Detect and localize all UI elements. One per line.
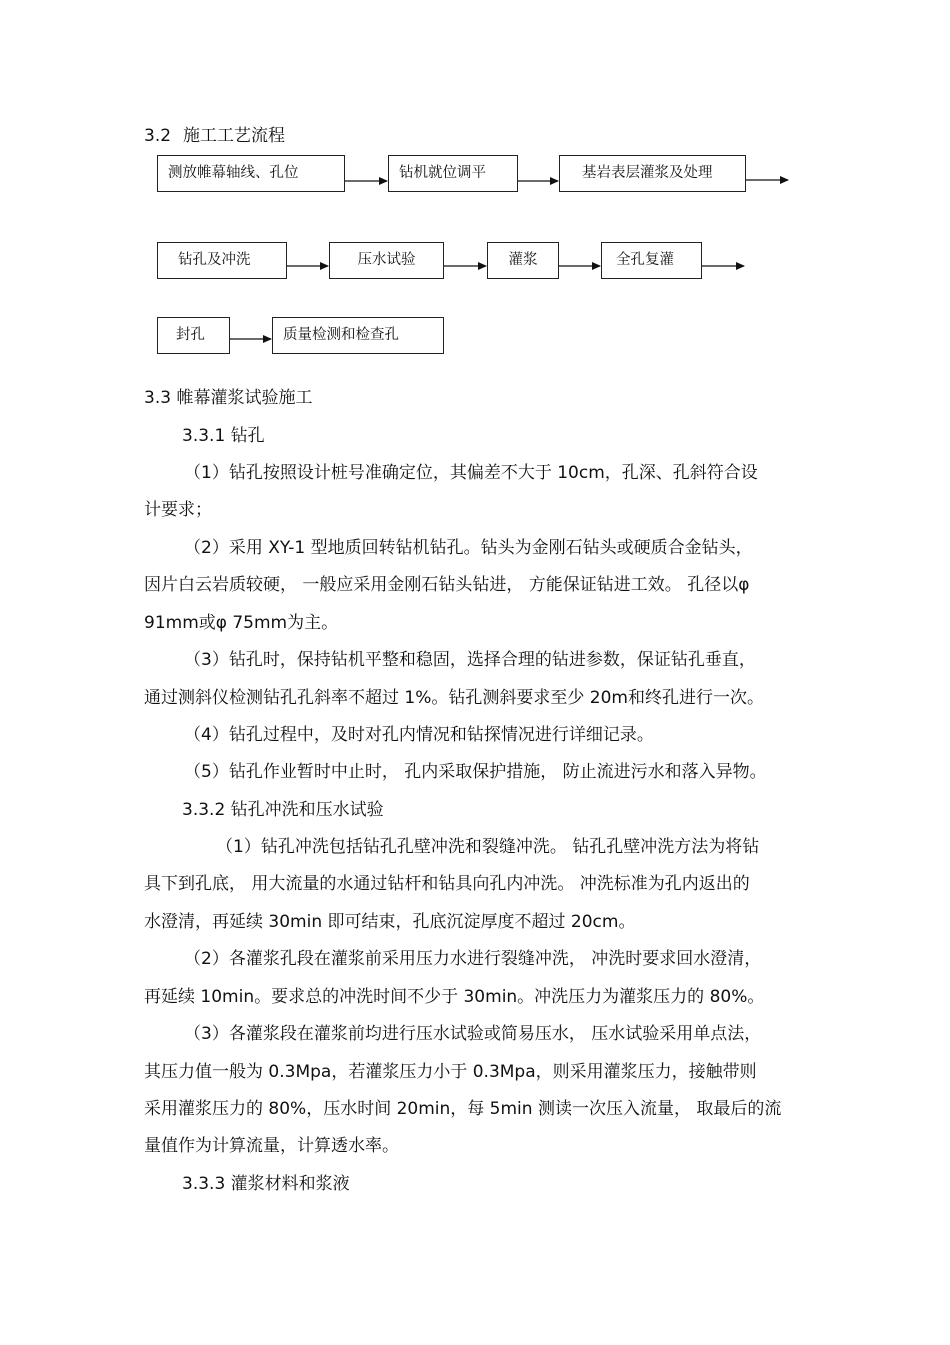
paragraph-line: （3）各灌浆段在灌浆前均进行压水试验或简易压水， 压水试验采用单点法， xyxy=(184,1024,762,1044)
flow-step-water-test: 压水试验 xyxy=(329,242,444,279)
paragraph-line: 量值作为计算流量，计算透水率。 xyxy=(144,1136,399,1156)
flow-step-drill-flush: 钻孔及冲洗 xyxy=(157,242,287,279)
paragraph-line: 其压力值一般为 0.3Mpa，若灌浆压力小于 0.3Mpa，则采用灌浆压力，接触带则 xyxy=(144,1062,757,1082)
paragraph-line: 因片白云岩质较硬， 一般应采用金刚石钻头钻进， 方能保证钻进工效。 孔径以φ xyxy=(144,575,750,595)
paragraph-line: 91mm或φ 75mm为主。 xyxy=(144,613,339,633)
section-3-3-heading: 3.3 帷幕灌浆试验施工 xyxy=(144,388,313,408)
paragraph-line: 再延续 10min。要求总的冲洗时间不少于 30min。冲洗压力为灌浆压力的 80%。 xyxy=(144,987,765,1007)
paragraph-line: 水澄清，再延续 30min 即可结束，孔底沉淀厚度不超过 20cm。 xyxy=(144,912,636,932)
flow-step-grouting: 灌浆 xyxy=(487,242,559,279)
flow-step-bedrock-grouting: 基岩表层灌浆及处理 xyxy=(559,155,746,192)
paragraph-line: 具下到孔底， 用大流量的水通过钻杆和钻具向孔内冲洗。 冲洗标准为孔内返出的 xyxy=(144,874,750,894)
paragraph-line: （1）钻孔按照设计桩号准确定位，其偏差不大于 10cm，孔深、孔斜符合设 xyxy=(184,463,758,483)
flow-step-full-regrouting: 全孔复灌 xyxy=(601,242,702,279)
section-number: 3.2 xyxy=(144,126,172,146)
paragraph-line: （3）钻孔时，保持钻机平整和稳固，选择合理的钻进参数，保证钻孔垂直， xyxy=(184,650,756,670)
flow-step-rig-setup: 钻机就位调平 xyxy=(388,155,518,192)
subsection-3-3-3-heading: 3.3.3 灌浆材料和浆液 xyxy=(182,1174,350,1194)
paragraph-line: （5）钻孔作业暂时中止时， 孔内采取保护措施， 防止流进污水和落入异物。 xyxy=(184,762,767,782)
paragraph-line: 通过测斜仪检测钻孔孔斜率不超过 1%。钻孔测斜要求至少 20m和终孔进行一次。 xyxy=(144,688,764,708)
paragraph-line: （4）钻孔过程中，及时对孔内情况和钻探情况进行详细记录。 xyxy=(184,725,654,745)
subsection-3-3-1-heading: 3.3.1 钻孔 xyxy=(182,426,265,446)
flow-step-seal-hole: 封孔 xyxy=(157,317,230,354)
paragraph-line: 采用灌浆压力的 80%，压水时间 20min，每 5min 测读一次压入流量， 取最后的流 xyxy=(144,1099,782,1119)
paragraph-line: （2）各灌浆孔段在灌浆前采用压力水进行裂缝冲洗， 冲洗时要求回水澄清， xyxy=(184,949,762,969)
flowchart-arrows xyxy=(0,0,950,400)
paragraph-line: 计要求； xyxy=(144,500,212,520)
subsection-3-3-2-heading: 3.3.2 钻孔冲洗和压水试验 xyxy=(182,800,384,820)
flow-step-quality-check: 质量检测和检查孔 xyxy=(272,317,444,354)
flow-step-survey-axis: 测放帷幕轴线、孔位 xyxy=(157,155,345,192)
paragraph-line: （1）钻孔冲洗包括钻孔孔壁冲洗和裂缝冲洗。 钻孔孔壁冲洗方法为将钻 xyxy=(216,837,760,857)
paragraph-line: （2）采用 XY-1 型地质回转钻机钻孔。钻头为金刚石钻头或硬质合金钻头， xyxy=(184,538,753,558)
section-title: 施工工艺流程 xyxy=(183,126,285,146)
